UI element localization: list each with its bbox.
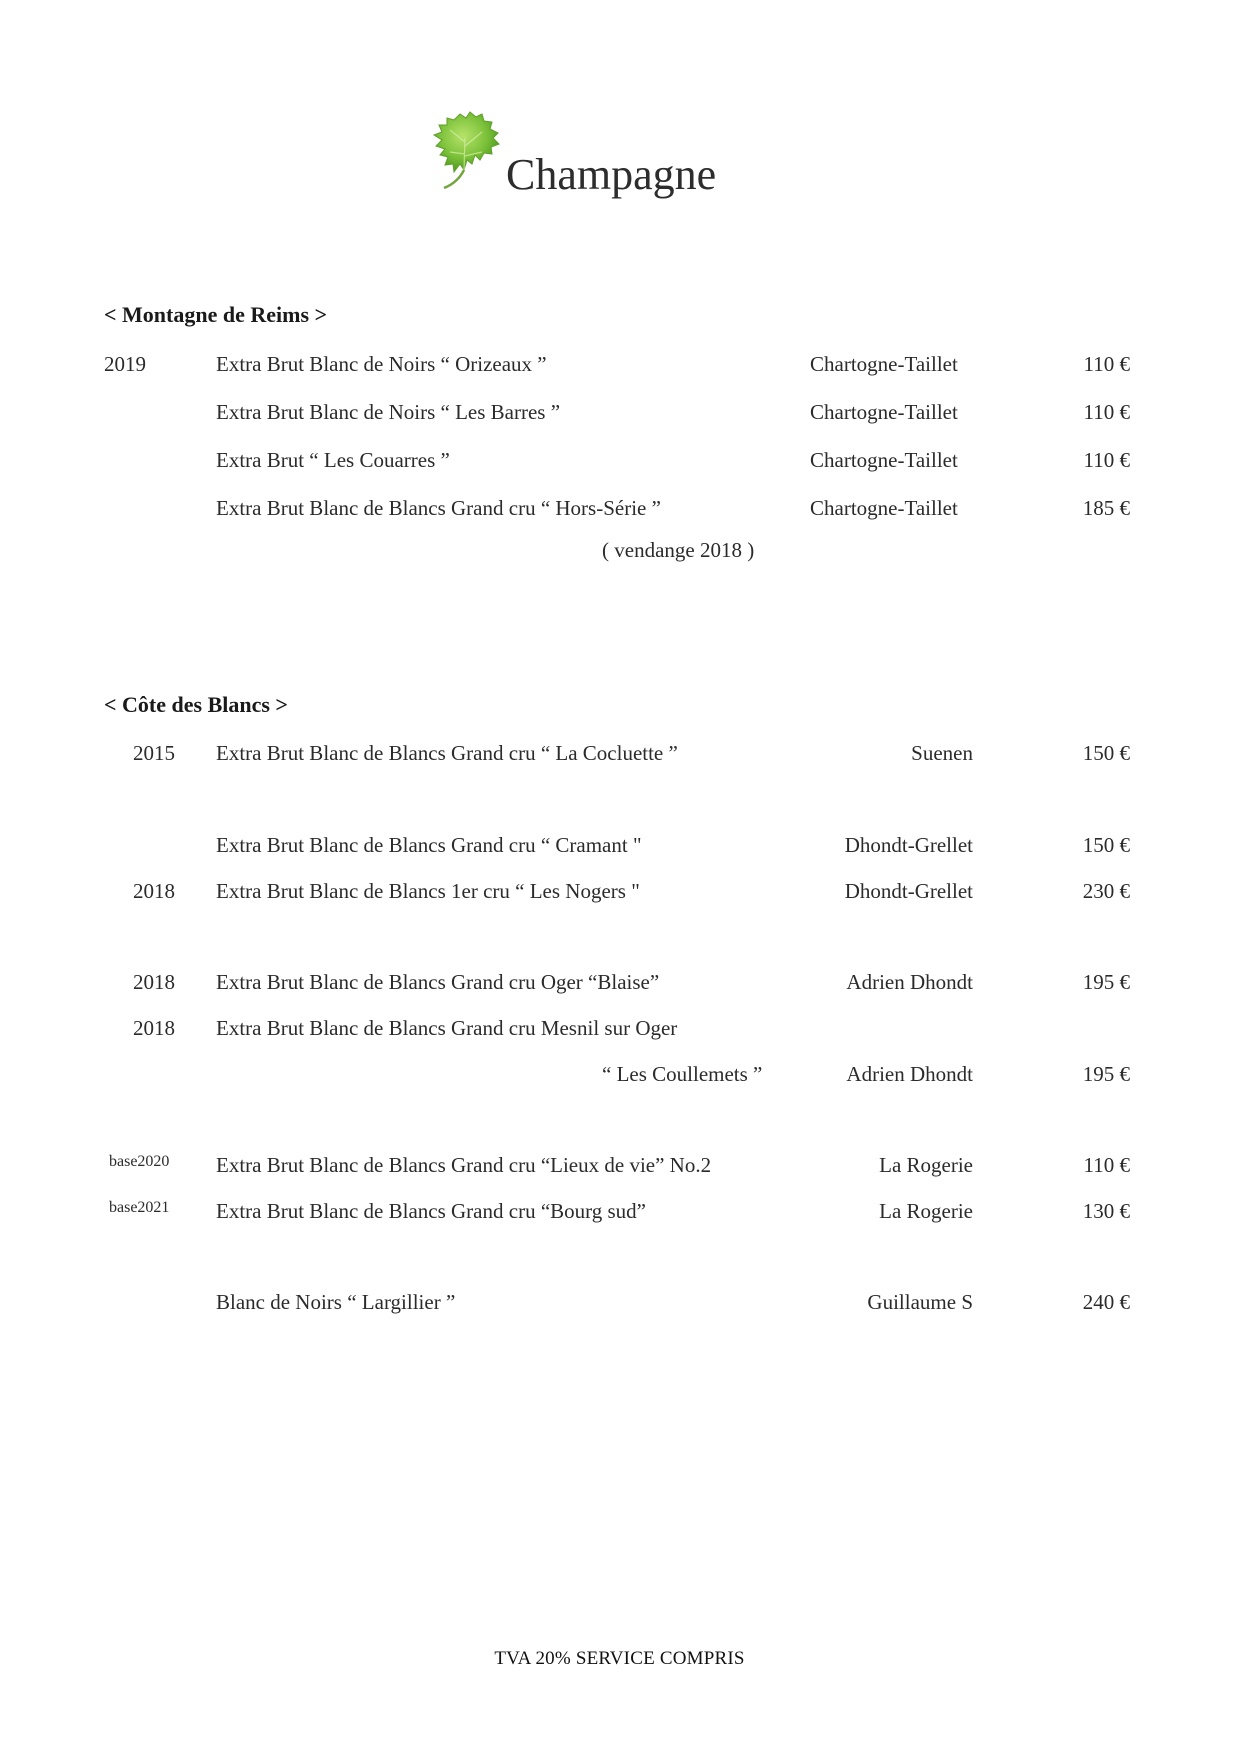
wine-name: Blanc de Noirs “ Largillier ” [216, 1290, 456, 1314]
wine-producer: La Rogerie [879, 1199, 973, 1223]
wine-year: 2015 [133, 741, 175, 765]
wine-price: 230 € [1082, 879, 1130, 903]
wine-price: 130 € [1082, 1199, 1130, 1223]
wine-year: 2018 [133, 970, 175, 994]
wine-price: 240 € [1082, 1290, 1130, 1314]
wine-year: 2019 [104, 352, 146, 376]
wine-producer: Dhondt-Grellet [844, 833, 973, 857]
wine-price: 150 € [1082, 741, 1130, 765]
wine-price: 195 € [1082, 970, 1130, 994]
header [0, 0, 1239, 220]
wine-note: “ Les Coullemets ” [602, 1062, 763, 1086]
wine-name: Extra Brut Blanc de Blancs Grand cru “ Cramant " [216, 833, 642, 857]
wine-year: 2018 [133, 879, 175, 903]
wine-price: 110 € [1083, 352, 1130, 376]
wine-producer: Chartogne-Taillet [810, 400, 958, 424]
wine-year: base2021 [109, 1199, 170, 1216]
wine-producer: Chartogne-Taillet [810, 496, 958, 520]
wine-name: Extra Brut “ Les Couarres ” [216, 448, 450, 472]
section-heading: < Côte des Blancs > [104, 692, 288, 717]
footer-note: TVA 20% SERVICE COMPRIS [494, 1648, 745, 1669]
wine-name: Extra Brut Blanc de Noirs “ Orizeaux ” [216, 352, 547, 376]
wine-year: base2020 [109, 1153, 170, 1170]
wine-producer: Suenen [911, 741, 973, 765]
wine-name: Extra Brut Blanc de Noirs “ Les Barres ” [216, 400, 561, 424]
wine-producer: Adrien Dhondt [846, 970, 973, 994]
wine-year: 2018 [133, 1016, 175, 1040]
wine-price: 110 € [1083, 448, 1130, 472]
wine-name: Extra Brut Blanc de Blancs Grand cru Oger “Blaise” [216, 970, 660, 994]
wine-producer: Guillaume S [867, 1290, 973, 1314]
wine-name: Extra Brut Blanc de Blancs Grand cru “Lieux de vie” No.2 [216, 1153, 712, 1177]
page-title: Champagne [506, 150, 717, 199]
wine-price: 150 € [1082, 833, 1130, 857]
grape-leaf-icon [420, 108, 515, 190]
section-heading: < Montagne de Reims > [104, 302, 328, 327]
wine-name: Extra Brut Blanc de Blancs Grand cru “Bourg sud” [216, 1199, 646, 1223]
wine-name: Extra Brut Blanc de Blancs 1er cru “ Les Nogers " [216, 879, 640, 903]
wine-name: Extra Brut Blanc de Blancs Grand cru Mesnil sur Oger [216, 1016, 678, 1040]
wine-price: 195 € [1082, 1062, 1130, 1086]
wine-producer: Adrien Dhondt [846, 1062, 973, 1086]
wine-price: 185 € [1082, 496, 1130, 520]
wine-name: Extra Brut Blanc de Blancs Grand cru “ La Cocluette ” [216, 741, 678, 765]
wine-producer: Chartogne-Taillet [810, 448, 958, 472]
wine-name: Extra Brut Blanc de Blancs Grand cru “ Hors-Série ” [216, 496, 661, 520]
wine-note: ( vendange 2018 ) [602, 538, 755, 562]
wine-producer: La Rogerie [879, 1153, 973, 1177]
wine-price: 110 € [1083, 400, 1130, 424]
wine-producer: Dhondt-Grellet [844, 879, 973, 903]
wine-producer: Chartogne-Taillet [810, 352, 958, 376]
wine-price: 110 € [1083, 1153, 1130, 1177]
